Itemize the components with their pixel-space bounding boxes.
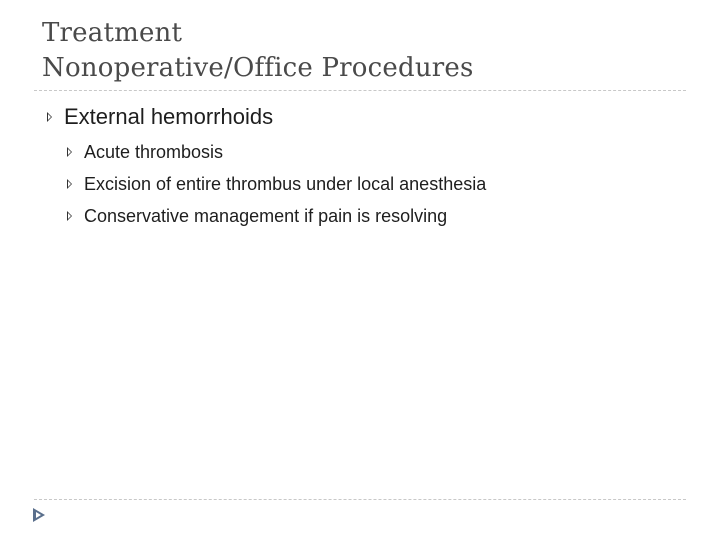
sub-bullet-text: Conservative management if pain is resolving: [84, 205, 448, 226]
triangle-bullet-icon: [67, 147, 72, 157]
sub-bullet-excision: [67, 172, 486, 196]
sub-bullet-text: Acute thrombosis: [84, 141, 224, 162]
slide-title: [42, 16, 682, 86]
triangle-bullet-icon: [67, 211, 72, 221]
bullet-external-hemorrhoids: [47, 103, 273, 131]
title-line-1: Treatment: [42, 18, 183, 48]
bullet-text: External hemorrhoids: [64, 104, 274, 129]
sub-bullet-conservative-management: [67, 204, 447, 228]
slide-nav-arrow-icon[interactable]: [32, 507, 46, 523]
triangle-bullet-icon: [67, 179, 72, 189]
triangle-bullet-icon: [47, 112, 52, 122]
footer-divider: [34, 499, 686, 500]
title-divider: [34, 90, 686, 91]
title-line-2: Nonoperative/Office Procedures: [42, 53, 474, 83]
sub-bullet-acute-thrombosis: [67, 140, 223, 164]
sub-bullet-text: Excision of entire thrombus under local anesthesia: [84, 173, 487, 194]
